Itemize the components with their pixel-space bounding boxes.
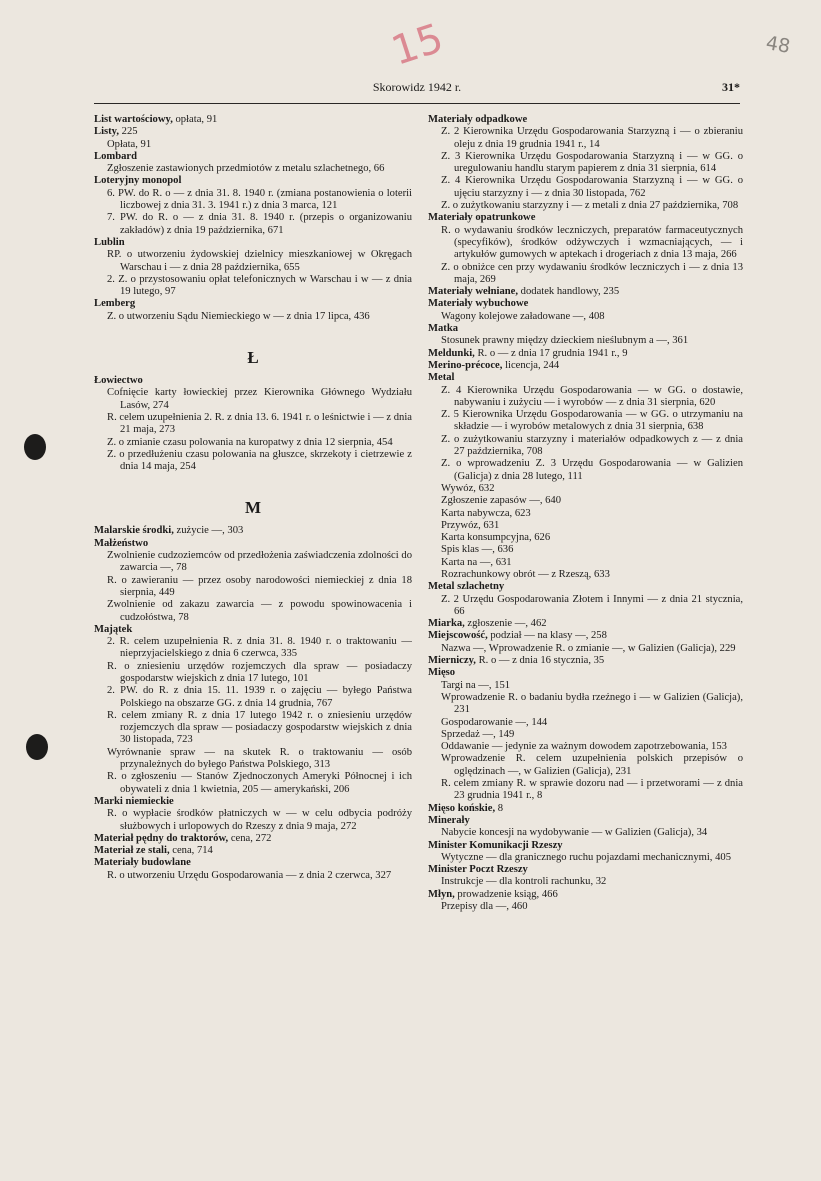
index-entry — [428, 372, 743, 384]
index-entry-detail: R. o — z dnia 16 stycznia, 35 — [475, 655, 605, 667]
index-entry — [94, 237, 412, 249]
index-subentry: Przepisy dla —, 460 — [441, 901, 528, 912]
index-entry — [94, 538, 412, 550]
index-subentry: Wytyczne — dla granicznego ruchu pojazdami mechanicznymi, 405 — [441, 851, 731, 863]
index-entry — [94, 151, 412, 163]
index-subentry: Z. 4 Kierownika Urzędu Gospodarowania — w GG. o dostawie, nabywaniu i zużyciu — i wyrobów — z dnia 31 sierpnia, 620 — [441, 384, 743, 408]
index-entry — [94, 796, 412, 808]
index-entry — [428, 114, 743, 126]
index-subentry: Z. o obniżce cen przy wydawaniu środków leczniczych i — z dnia 13 maja, 269 — [441, 261, 743, 285]
section-letter: M — [244, 498, 262, 518]
index-term: Materiał pędny do traktorów, — [94, 832, 229, 844]
punch-hole — [24, 434, 46, 460]
index-term: Młyn, — [428, 888, 455, 900]
index-term: Materiały wybuchowe — [428, 298, 529, 310]
index-term: Merino-précoce, — [428, 359, 503, 371]
index-entry-detail: zużycie —, 303 — [173, 525, 244, 537]
index-entry-detail: 225 — [119, 126, 138, 138]
index-subentry: Wprowadzenie R. o badaniu bydła rzeźnego i — w Galizien (Galicja), 231 — [441, 691, 743, 716]
index-entry-detail: podział — na klasy —, 258 — [487, 630, 607, 642]
index-subentry: Z. 4 Kierownika Urzędu Gospodarowania Starzyzną i — w GG. o ujęciu starzyzny i — z dnia 30 listopada, 762 — [441, 175, 743, 199]
index-term: Minister Komunikacji Rzeszy — [428, 839, 563, 851]
index-term: Minister Poczt Rzeszy — [428, 864, 528, 876]
index-term: Materiał ze stali, — [94, 845, 170, 857]
index-entry — [94, 857, 412, 869]
index-entry — [94, 624, 412, 636]
index-subentry: Gospodarowanie —, 144 — [441, 716, 548, 728]
index-term: Marki niemieckie — [94, 795, 174, 807]
header-page-number: 31* — [722, 80, 740, 94]
index-entry-detail: 8 — [495, 802, 504, 814]
index-term: Loteryjny monopol — [94, 175, 182, 187]
index-term: Mięso końskie, — [428, 802, 496, 814]
index-entry-detail: dodatek handlowy, 235 — [518, 286, 620, 298]
index-subentry: 2. Z. o przystosowaniu opłat telefonicznych w Warschau i w — z dnia 19 lutego, 97 — [107, 273, 412, 298]
index-entry — [428, 581, 743, 593]
index-term: Matka — [428, 323, 459, 335]
index-term: Lublin — [94, 236, 125, 248]
index-subentry: Wprowadzenie R. celem uzupełnienia polskich przepisów o oględzinach —, w Galizien (Galicja), 231 — [441, 753, 743, 777]
index-subentry: Z. 5 Kierownika Urzędu Gospodarowania — w GG. o utrzymaniu na składzie — i wyrobów metalowych z dnia 31 sierpnia, 638 — [441, 409, 743, 433]
index-subentry: R. o zgłoszeniu — Stanów Zjednoczonych Ameryki Północnej i ich obywateli z dnia 1 kwietnia, 205 — amerykański, 206 — [107, 771, 412, 795]
index-term: Materiały budowlane — [94, 857, 191, 869]
index-term: Meldunki, — [428, 347, 475, 359]
section-letter: Ł — [247, 348, 259, 368]
index-subentry: Zgłoszenie zapasów —, 640 — [441, 495, 562, 507]
index-term: Minerały — [428, 814, 470, 826]
index-subentry: Stosunek prawny między dzieckiem nieślubnym a —, 361 — [441, 335, 689, 347]
index-term: Mierniczy, — [428, 655, 476, 667]
index-column-left — [94, 114, 412, 1174]
index-entry — [94, 845, 412, 857]
index-subentry: R. o utworzeniu Urzędu Gospodarowania — z dnia 2 czerwca, 327 — [107, 869, 392, 881]
index-term: Lemberg — [94, 298, 136, 310]
index-entry — [428, 815, 743, 827]
index-subentry: R. celem zmiany R. z dnia 17 lutego 1942 r. o zniesieniu urzędów rozjemczych dla spraw — posiadaczy gospodarstw wiejskich z dnia 30 listopada, 723 — [107, 709, 412, 746]
index-subentry: R. o wydawaniu środków leczniczych, preparatów farmaceutycznych (specyfików), środków odżywczych i wzmacniających, — i artykułów gumowych w aptekach i drogeriach z dnia 13 maja, 266 — [441, 224, 743, 261]
index-entry — [94, 525, 412, 537]
index-term: Mięso — [428, 667, 456, 679]
index-subentry: Z. 2 Urzędu Gospodarowania Złotem i Innymi — z dnia 21 stycznia, 66 — [441, 593, 743, 617]
index-subentry: 2. R. celem uzupełnienia R. z dnia 31. 8. 1940 r. o traktowaniu — nieprzyjacielskiego z dnia 6 czerwca, 335 — [107, 636, 412, 660]
index-subentry: Z. o zmianie czasu polowania na kuropatwy z dnia 12 sierpnia, 454 — [107, 436, 393, 448]
header-title: Skorowidz 1942 r. — [372, 80, 462, 94]
index-entry-detail: prowadzenie ksiąg, 466 — [454, 888, 558, 900]
index-entry — [428, 840, 743, 852]
index-entry — [94, 298, 412, 310]
index-entry-detail: opłata, 91 — [172, 114, 218, 125]
index-subentry: Zwolnienie cudzoziemców od przedłożenia zaświadczenia zdolności do zawarcia —, 78 — [107, 550, 412, 574]
index-entry — [428, 286, 743, 298]
index-entry — [94, 126, 412, 138]
index-entry — [428, 298, 743, 310]
index-term: Materiały wełniane, — [428, 286, 519, 298]
index-entry-detail: cena, 272 — [228, 832, 272, 844]
index-subentry: Nabycie koncesji na wydobywanie — w Galizien (Galicja), 34 — [441, 827, 708, 839]
index-subentry: Opłata, 91 — [107, 138, 152, 150]
index-term: Małżeństwo — [94, 537, 149, 549]
index-subentry: Rozrachunkowy obrót — z Rzeszą, 633 — [441, 568, 610, 580]
index-entry — [428, 630, 743, 642]
index-entry — [428, 618, 743, 630]
index-term: Metal szlachetny — [428, 581, 505, 593]
index-term: Majątek — [94, 623, 133, 635]
index-subentry: Z. 2 Kierownika Urzędu Gospodarowania Starzyzną i — o zbieraniu oleju z dnia 19 grudnia 1941 r., 14 — [441, 126, 743, 150]
index-subentry: 2. PW. do R. z dnia 15. 11. 1939 r. o zajęciu — byłego Państwa Polskiego na obszarze GG. z dnia 14 grudnia, 767 — [107, 685, 412, 709]
index-entry — [428, 212, 743, 224]
running-header — [94, 80, 740, 98]
index-entry — [428, 803, 743, 815]
index-subentry: R. o zniesieniu urzędów rozjemczych dla spraw — posiadaczy gospodarstw wiejskich z dnia 17 lutego, 101 — [107, 660, 412, 684]
index-subentry: R. o wypłacie środków płatniczych w — w celu odbycia podróży służbowych i urlopowych do Rzeszy z dnia 9 maja, 272 — [107, 808, 412, 832]
index-column-right — [428, 114, 743, 1174]
index-subentry: Przywóz, 631 — [441, 519, 500, 531]
index-term: Miejscowość, — [428, 630, 488, 642]
index-subentry: Zgłoszenie zastawionych przedmiotów z metalu szlachetnego, 66 — [107, 163, 385, 175]
index-subentry: Z. o zużytkowaniu starzyzny i — z metali z dnia 27 października, 708 — [441, 200, 739, 212]
index-subentry: Karta konsumpcyjna, 626 — [441, 532, 551, 544]
index-entry — [428, 348, 743, 360]
red-handwritten-number: 15 — [386, 15, 449, 75]
index-term: Listy, — [94, 126, 120, 138]
index-subentry: Karta nabywcza, 623 — [441, 507, 531, 519]
index-subentry: Wyrównanie spraw — na skutek R. o traktowaniu — osób przynależnych do byłego Państwa Polskiego, 313 — [107, 746, 412, 771]
index-term: List wartościowy, — [94, 114, 173, 125]
index-entry — [94, 114, 412, 126]
index-entry — [428, 655, 743, 667]
index-term: Łowiectwo — [94, 375, 143, 387]
index-subentry: Zwolnienie od zakazu zawarcia — z powodu spowinowacenia i cudzołóstwa, 78 — [107, 599, 412, 623]
index-subentry: Z. o wprowadzeniu Z. 3 Urzędu Gospodarowania — w Galizien (Galicja) z dnia 28 lutego, 111 — [441, 458, 743, 482]
index-entry — [94, 833, 412, 845]
index-subentry: Z. o przedłużeniu czasu polowania na głuszce, skrzekoty i cietrzewie z dnia 14 maja, 254 — [107, 448, 412, 473]
index-subentry: Cofnięcie karty łowieckiej przez Kierownika Głównego Wydziału Lasów, 274 — [107, 387, 412, 411]
index-entry — [428, 360, 743, 372]
index-subentry: R. o zawieraniu — przez osoby narodowości niemieckiej z dnia 18 sierpnia, 449 — [107, 574, 412, 598]
index-entry — [94, 175, 412, 187]
index-subentry: 6. PW. do R. o — z dnia 31. 8. 1940 r. (zmiana postanowienia o loterii liczbowej z dnia 31. 3. 1941 r.) z dnia 3 marca, 121 — [107, 187, 412, 212]
index-entry-detail: R. o — z dnia 17 grudnia 1941 r., 9 — [474, 347, 628, 359]
index-subentry: Nazwa —, Wprowadzenie R. o zmianie —, w Galizien (Galicja), 229 — [441, 642, 736, 654]
index-subentry: Z. 3 Kierownika Urzędu Gospodarowania Starzyzną i — w GG. o uregulowaniu handlu starym papierem z dnia 31 sierpnia, 614 — [441, 150, 743, 175]
index-subentry: Z. o utworzeniu Sądu Niemieckiego w — z dnia 17 lipca, 436 — [107, 310, 370, 322]
index-subentry: Spis klas —, 636 — [441, 544, 514, 556]
index-subentry: RP. o utworzeniu żydowskiej dzielnicy mieszkaniowej w Okręgach Warschau i — z dnia 28 października, 655 — [107, 249, 412, 273]
index-subentry: Wagony kolejowe załadowane —, 408 — [441, 310, 605, 322]
punch-hole — [26, 734, 48, 760]
index-subentry: 7. PW. do R. o — z dnia 31. 8. 1940 r. (przepis o organizowaniu zakładów) z dnia 19 października, 671 — [107, 212, 412, 236]
header-rule — [94, 103, 740, 104]
index-subentry: R. celem uzupełnienia 2. R. z dnia 13. 6. 1941 r. o leśnictwie i — z dnia 21 maja, 273 — [107, 411, 412, 436]
index-subentry: Oddawanie — jedynie za ważnym dowodem zapotrzebowania, 153 — [441, 741, 727, 753]
index-entry-detail: cena, 714 — [169, 845, 213, 857]
index-subentry: R. celem zmiany R. w sprawie dozoru nad — i przetworami — z dnia 23 grudnia 1941 r., 8 — [441, 778, 743, 802]
pencil-page-number: 48 — [764, 32, 792, 58]
index-subentry: Instrukcje — dla kontroli rachunku, 32 — [441, 876, 607, 888]
index-entry — [428, 889, 743, 901]
index-entry — [428, 323, 743, 335]
index-entry — [428, 864, 743, 876]
index-entry — [94, 375, 412, 387]
index-term: Materiały odpadkowe — [428, 114, 528, 125]
index-term: Miarka, — [428, 618, 465, 630]
index-entry-detail: zgłoszenie —, 462 — [464, 618, 547, 630]
index-entry — [428, 667, 743, 679]
index-term: Metal — [428, 372, 455, 384]
index-entry-detail: licencja, 244 — [502, 359, 560, 371]
index-term: Lombard — [94, 150, 137, 162]
index-subentry: Karta na —, 631 — [441, 556, 512, 568]
index-term: Materiały opatrunkowe — [428, 212, 536, 224]
index-subentry: Targi na —, 151 — [441, 679, 511, 691]
index-subentry: Wywóz, 632 — [441, 482, 495, 494]
index-term: Malarskie środki, — [94, 525, 174, 537]
index-subentry: Sprzedaż —, 149 — [441, 728, 515, 740]
index-subentry: Z. o zużytkowaniu starzyzny i materiałów odpadkowych z — z dnia 27 października, 708 — [441, 433, 743, 458]
